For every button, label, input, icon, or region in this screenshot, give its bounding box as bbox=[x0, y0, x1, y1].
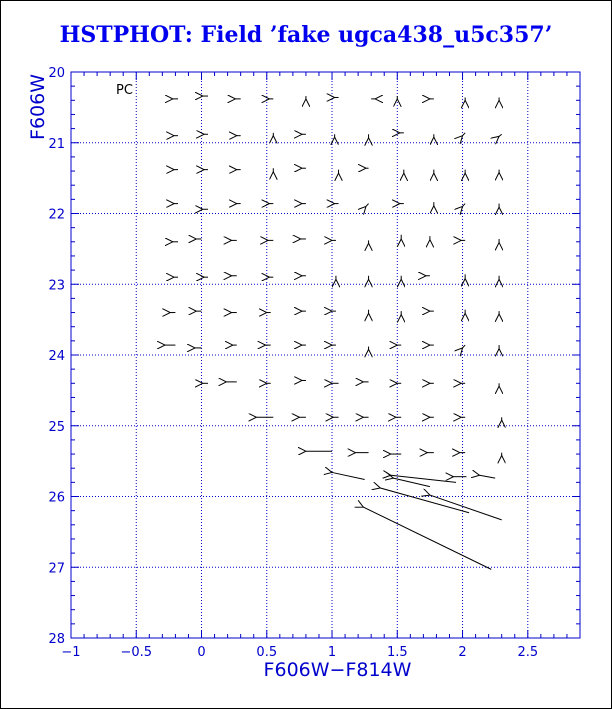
y-tick-label: 23 bbox=[48, 278, 65, 294]
vector-arrow bbox=[499, 134, 502, 136]
x-tick-label: 2 bbox=[458, 645, 467, 660]
x-tick-label: −0.5 bbox=[120, 645, 153, 660]
y-tick-label: 22 bbox=[48, 207, 65, 223]
panel-label: PC bbox=[116, 83, 133, 98]
y-tick-label: 21 bbox=[48, 136, 65, 152]
vector-arrow bbox=[430, 495, 502, 520]
x-tick-label: 1 bbox=[327, 645, 337, 660]
y-tick-label: 28 bbox=[48, 632, 65, 647]
vector-arrow bbox=[463, 133, 466, 136]
y-tick-label: 26 bbox=[48, 490, 65, 506]
x-tick-label: 0.5 bbox=[256, 645, 278, 660]
x-tick-label: 1.5 bbox=[386, 645, 408, 660]
y-tick-label: 25 bbox=[48, 419, 65, 435]
vector-arrow bbox=[380, 488, 469, 513]
x-tick-label: 2.5 bbox=[517, 645, 539, 660]
vector-arrow bbox=[480, 475, 496, 478]
vector-arrow bbox=[366, 204, 369, 207]
x-tick-label: 0 bbox=[197, 645, 206, 660]
y-tick-label: 20 bbox=[48, 66, 65, 81]
vector-arrow bbox=[332, 472, 365, 479]
axis-labels bbox=[27, 66, 538, 681]
gridlines bbox=[71, 72, 580, 638]
chart-title: HSTPHOT: Field ’fake ugca438_u5c357’ bbox=[59, 22, 553, 48]
vector-series bbox=[165, 96, 502, 569]
x-axis-label: F606W−F814W bbox=[263, 659, 412, 681]
vector-arrow bbox=[363, 507, 491, 569]
y-axis-label: F606W bbox=[27, 74, 49, 140]
y-tick-label: 24 bbox=[48, 349, 65, 364]
x-tick-label: −1 bbox=[61, 645, 81, 660]
y-tick-label: 27 bbox=[48, 561, 65, 577]
vector-arrow bbox=[391, 475, 456, 482]
